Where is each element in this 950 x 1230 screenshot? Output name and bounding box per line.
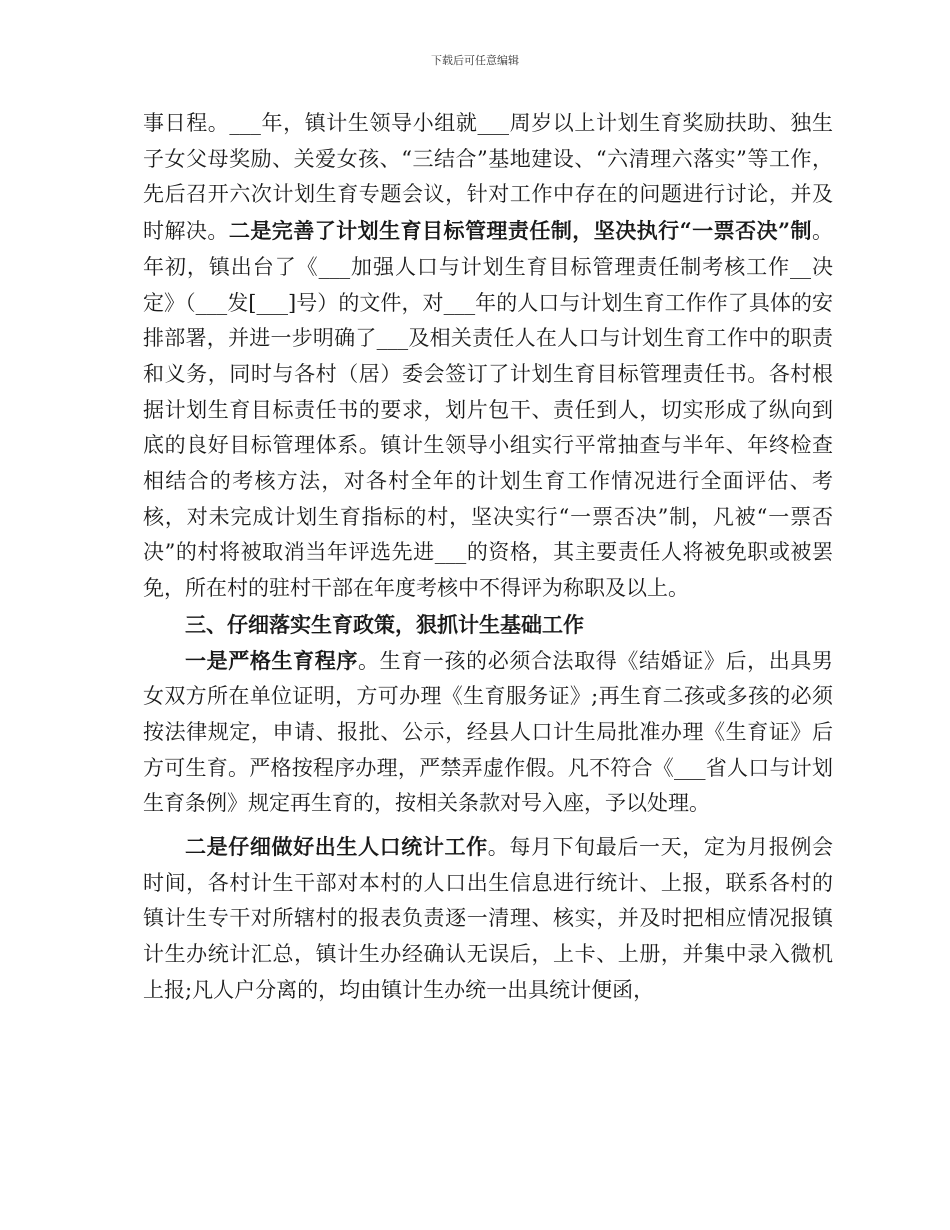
bold-lead: 二是完善了计划生育目标管理责任制，坚决执行“一票否决”制 (228, 218, 813, 244)
page-header: 下载后可任意编辑 (431, 54, 519, 67)
paragraph-targets (143, 106, 833, 607)
paragraph-text: 。生育一孩的必须合法取得《结婚证》后，出具男女双方所在单位证明，方可办理《生育服务证》;再生育二孩或多孩的必须按法律规定，申请、报批、公示，经县人口计生局批准办理《生育证》后方可生育。严格按程序办理，严禁弄虚作假。凡不符合《___省人口与计划生育条例》规定再生育的，按相关条款对号入座，予以处理。 (143, 648, 834, 816)
document-body (143, 106, 833, 1009)
paragraph-gap (143, 822, 833, 829)
paragraph-text: 。年初，镇出台了《___加强人口与计划生育目标管理责任制考核工作__决定》（___发[___]号）的文件，对___年的人口与计划生育工作作了具体的安排部署，并进一步明确了___及相关责任人在人口与计划生育工作中的职责和义务，同时与各村（居）委会签订了计划生育目标管理责任书。各村根据计划生育目标责任书的要求，划片包干、责任到人，切实形成了纵向到底的良好目标管理体系。镇计生领导小组实行平常抽查与半年、年终检查相结合的考核方法，对各村全年的计划生育工作情况进行全面评估、考核，对未完成计划生育指标的村，坚决实行“一票否决”制，凡被“一票否决”的村将被取消当年评选先进___的资格，其主要责任人将被免职或被罢免，所在村的驻村干部在年度考核中不得评为称职及以上。 (143, 219, 834, 601)
bold-lead: 二是仔细做好出生人口统计工作 (185, 834, 488, 860)
section-heading: 三、仔细落实生育政策，狠抓计生基础工作 (185, 611, 584, 637)
bold-lead: 一是严格生育程序 (185, 647, 358, 673)
paragraph-birth-statistics (143, 829, 833, 1009)
paragraph-text: 事日程。___年，镇计生领导小组就___周岁以上计划生育奖励扶助、独生子女父母奖励、关爱女孩、“三结合”基地建设、“六清理六落实”等工作，先后召开六次计划生育专题会议，针对工作中存在的问题进行讨论，并及时解决。 (143, 111, 833, 244)
paragraph-birth-procedure (143, 643, 833, 823)
paragraph-text: 。每月下旬最后一天，定为月报例会时间，各村计生干部对本村的人口出生信息进行统计、上报，联系各村的镇计生专干对所辖村的报表负责逐一清理、核实，并及时把相应情况报镇计生办统计汇总，镇计生办经确认无误后，上卡、上册，并集中录入微机上报;凡人户分离的，均由镇计生办统一出具统计便函， (143, 835, 834, 1002)
